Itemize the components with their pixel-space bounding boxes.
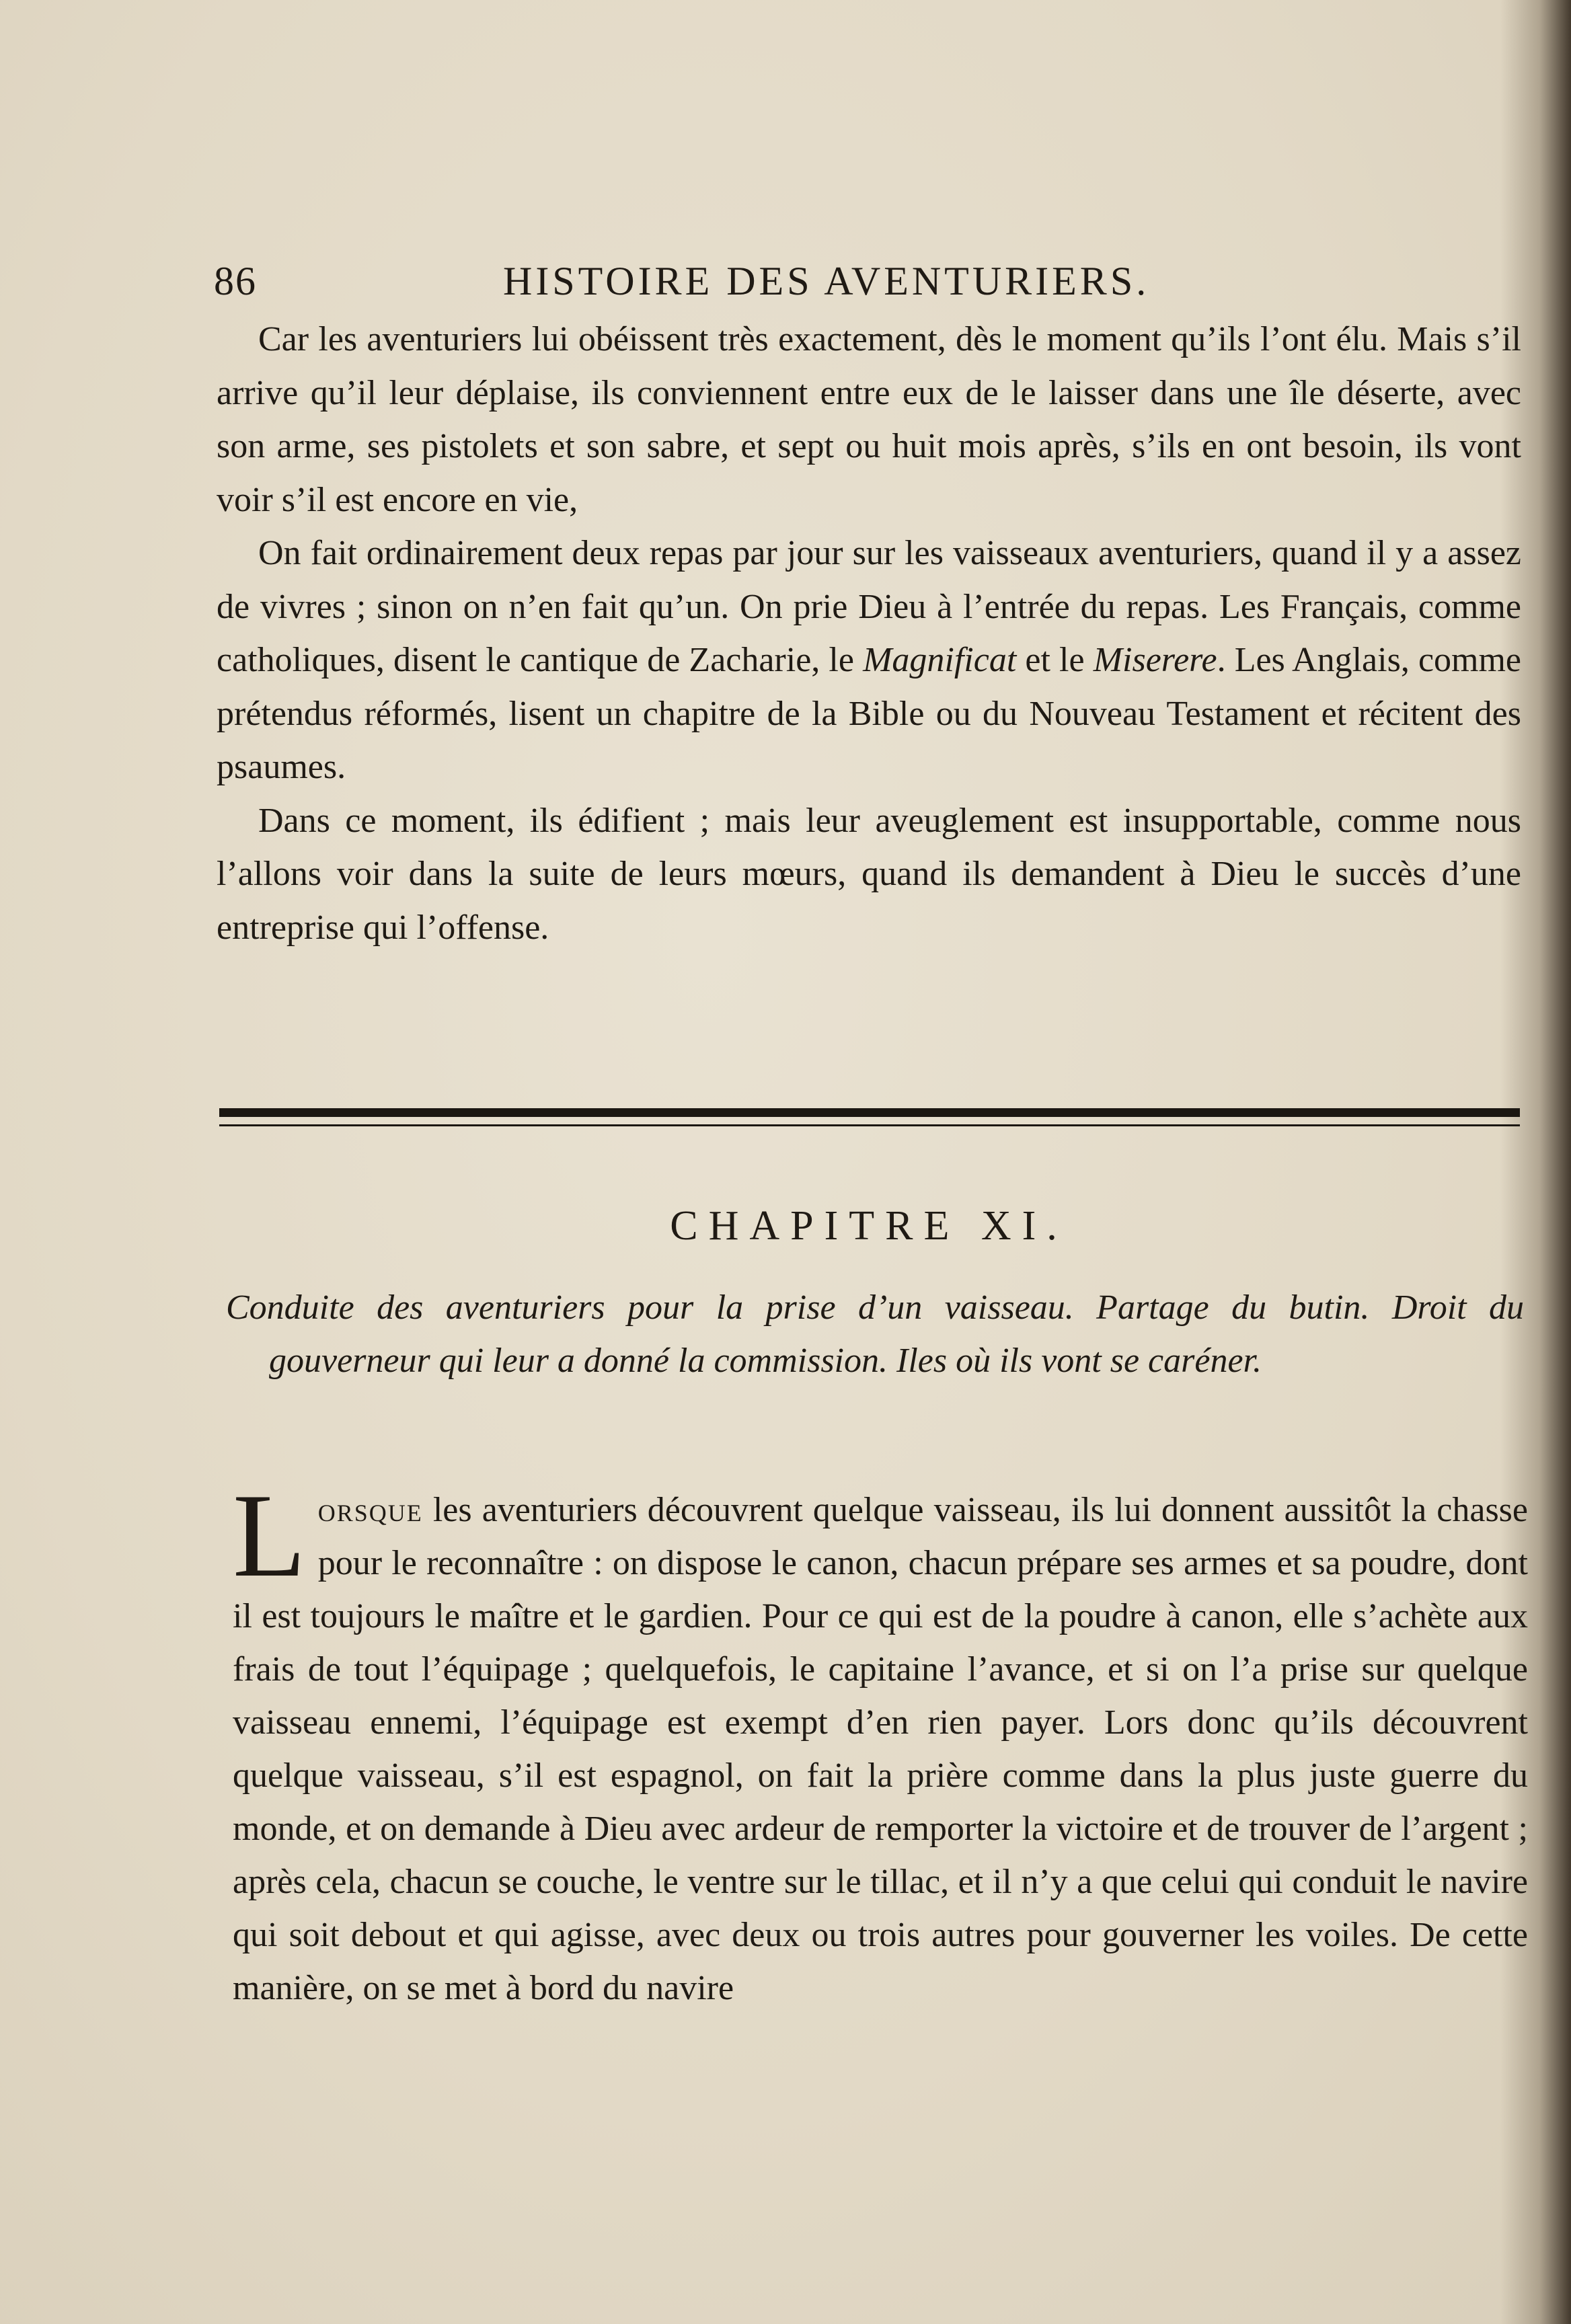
- paragraph-2-part-b: et le: [1016, 641, 1094, 679]
- opening-word: orsque: [317, 1491, 423, 1529]
- paragraph-2-part-a: On fait ordinairement deux repas par jour sur les vaisseaux aventuriers, quand il y a assez de vivres ; sinon on n’en fait qu’un. On prie Dieu à l’entrée du repas. Les Français, comme catholiques, disent le cantique de Zacharie, le: [217, 534, 1521, 679]
- running-title: HISTOIRE DES AVENTURIERS.: [503, 259, 1150, 303]
- paragraph-1: Car les aventuriers lui obéissent très exactement, dès le moment qu’ils l’ont élu. Mais s’il arrive qu’il leur déplaise, ils conviennent entre eux de le laisser dans une île déserte, avec son arme, ses pistolets et son sabre, et sept ou huit mois après, s’ils en ont besoin, ils vont voir s’il est encore en vie,: [217, 320, 1521, 519]
- miserere-term: Miserere: [1093, 641, 1217, 679]
- chapter-title: CHAPITRE XI.: [670, 1203, 1068, 1249]
- preceding-text: [217, 313, 1521, 954]
- paragraph-2: [217, 527, 1521, 794]
- divider-thick-rule: [219, 1108, 1520, 1117]
- chapter-body-text: les aventuriers découvrent quelque vaisseau, ils lui donnent aussitôt la chasse pour le reconnaître : on dispose le canon, chacun prépare ses armes et sa poudre, dont il est toujours le maître et le gardien. Pour ce qui est de la poudre à canon, elle s’achète aux frais de tout l’équipage ; quelquefois, le capitaine l’avance, et si on l’a prise sur quelque vaisseau ennemi, l’équipage est exempt d’en rien payer. Lors donc qu’ils découvrent quelque vaisseau, s’il est espagnol, on fait la prière comme dans la plus juste guerre du monde, et on demande à Dieu avec ardeur de remporter la victoire et de trouver de l’argent ; après cela, chacun se couche, le ventre sur le tillac, et il n’y a que celui qui conduit le navire qui soit debout et qui agisse, avec deux ou trois autres pour gouverner les voiles. De cette manière, on se met à bord du navire: [233, 1491, 1528, 2007]
- magnificat-term: Magnificat: [863, 641, 1017, 679]
- paragraph-2-part-c: . Les Anglais, comme prétendus réformés, lisent un chapitre de la Bible ou du Nouveau Testament et récitent des psaumes.: [217, 641, 1522, 786]
- page-number: 86: [214, 259, 257, 303]
- divider-thin-rule: [219, 1124, 1520, 1126]
- drop-cap: L: [233, 1469, 306, 1602]
- chapter-body: [233, 1469, 1528, 2015]
- running-head: [214, 254, 1290, 308]
- chapter-divider: [219, 1108, 1520, 1126]
- paragraph-3: Dans ce moment, ils édifient ; mais leur aveuglement est insupportable, comme nous l’allons voir dans la suite de leurs mœurs, quand ils demandent à Dieu le succès d’une entreprise qui l’offense.: [217, 801, 1521, 947]
- chapter-summary: Conduite des aventuriers pour la prise d’un vaisseau. Partage du butin. Droit du gouverneur qui leur a donné la commission. Iles où ils vont se caréner.: [226, 1288, 1524, 1380]
